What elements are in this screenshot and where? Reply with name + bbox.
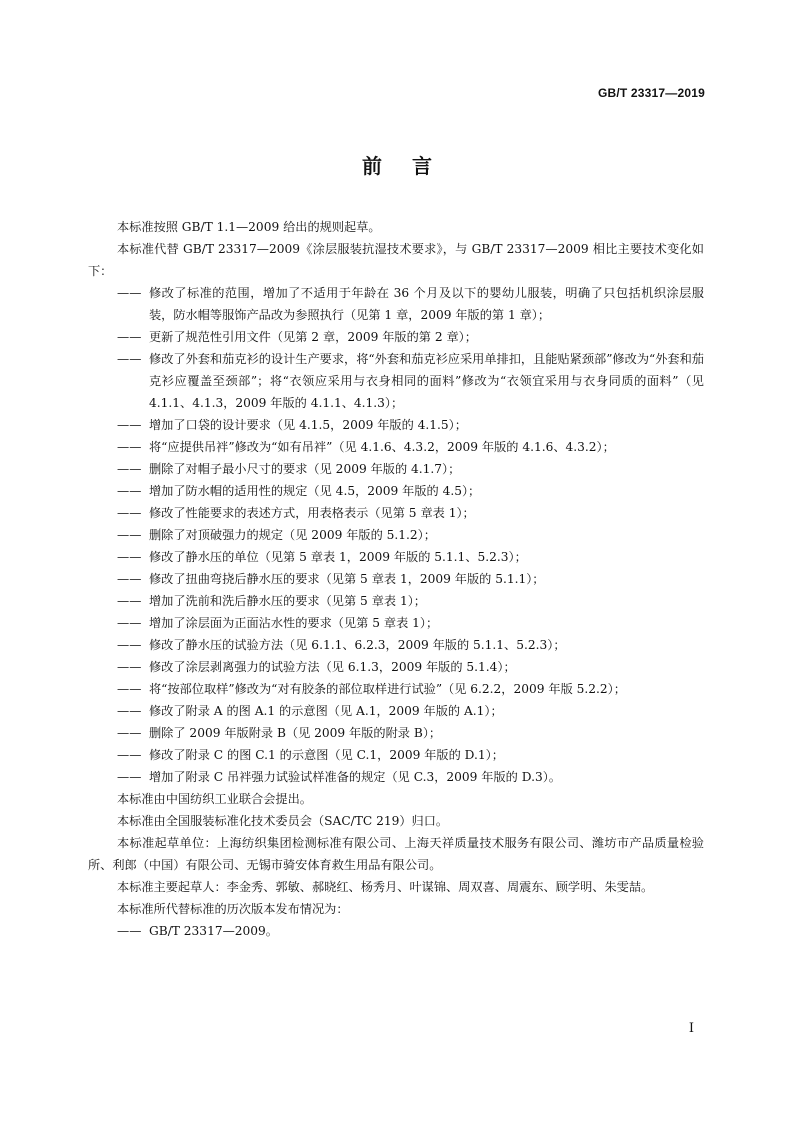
list-dash: —— [117,726,142,740]
list-dash: —— [117,924,142,938]
change-text: 修改了扭曲弯挠后静水压的要求（见第 5 章表 1，2009 年版的 5.1.1）； [149,572,545,586]
list-dash: —— [117,550,142,564]
list-dash: —— [117,594,142,608]
change-list-item [88,612,704,634]
previous-version-text: GB/T 23317—2009。 [149,924,278,938]
change-list-item [88,546,704,568]
change-list-item [88,348,704,414]
list-dash: —— [117,638,142,652]
change-text: 删除了对顶破强力的规定（见 2009 年版的 5.1.2）； [149,528,436,542]
change-list-item [88,502,704,524]
change-list-item [88,436,704,458]
list-dash: —— [117,330,142,344]
list-dash: —— [117,352,142,366]
closing-paragraph: 本标准所代替标准的历次版本发布情况为： [117,902,349,916]
change-text: 增加了涂层面为正面沾水性的要求（见第 5 章表 1）； [149,616,439,630]
change-list-item [88,524,704,546]
change-list-item [88,326,704,348]
list-dash: —— [117,484,142,498]
list-dash: —— [117,418,142,432]
page-number: I [688,1021,694,1036]
change-text: 将“按部位取样”修改为“对有胶条的部位取样进行试验”（见 6.2.2，2009 年版 5.2.2）； [149,682,626,696]
previous-version-item [88,920,704,942]
change-text: 增加了口袋的设计要求（见 4.1.5，2009 年版的 4.1.5）； [149,418,467,432]
change-text: 修改了附录 C 的图 C.1 的示意图（见 C.1，2009 年版的 D.1）； [149,748,504,762]
change-text: 增加了洗前和洗后静水压的要求（见第 5 章表 1）； [149,594,426,608]
change-text: 增加了附录 C 吊袢强力试验试样准备的规定（见 C.3，2009 年版的 D.3）。 [149,770,561,784]
change-text: 删除了 2009 年版附录 B（见 2009 年版的附录 B）； [149,726,442,740]
change-text: 修改了性能要求的表述方式，用表格表示（见第 5 章表 1）； [149,506,475,520]
closing-paragraph: 本标准起草单位：上海纺织集团检测标准有限公司、上海天祥质量技术服务有限公司、潍坊市产品质量检验所、利郎（中国）有限公司、无锡市骑安体育救生用品有限公司。 [88,836,704,872]
change-text: 修改了附录 A 的图 A.1 的示意图（见 A.1，2009 年版的 A.1）； [149,704,503,718]
list-dash: —— [117,462,142,476]
change-list-item [88,590,704,612]
closing-paragraph: 本标准由全国服装标准化技术委员会（SAC/TC 219）归口。 [117,814,449,828]
change-list-item [88,766,704,788]
change-list-item [88,414,704,436]
change-list-item [88,480,704,502]
change-list-item [88,282,704,326]
closing-paragraph: 本标准主要起草人：李金秀、郭敏、郝晓红、杨秀月、叶谋锦、周双喜、周震东、顾学明、朱雯喆。 [117,880,654,894]
list-dash: —— [117,440,142,454]
page-title: 前言 [362,154,462,178]
change-list-item [88,722,704,744]
changes-list [88,282,704,788]
change-list-item [88,458,704,480]
change-text: 更新了规范性引用文件（见第 2 章，2009 年版的第 2 章）； [149,330,477,344]
change-list-item [88,656,704,678]
intro-paragraph: 本标准按照 GB/T 1.1—2009 给出的规则起草。 [117,220,381,234]
change-list-item [88,568,704,590]
change-list-item [88,744,704,766]
change-text: 修改了静水压的单位（见第 5 章表 1，2009 年版的 5.1.1、5.2.3）； [149,550,527,564]
change-list-item [88,678,704,700]
list-dash: —— [117,770,142,784]
foreword-body [88,216,704,942]
list-dash: —— [117,506,142,520]
change-list-item [88,700,704,722]
list-dash: —— [117,616,142,630]
list-dash: —— [117,748,142,762]
list-dash: —— [117,572,142,586]
change-text: 将“应提供吊袢”修改为“如有吊袢”（见 4.1.6、4.3.2，2009 年版的 4.1.6、4.3.2）； [149,440,615,454]
change-text: 修改了标准的范围，增加了不适用于年龄在 36 个月及以下的婴幼儿服装，明确了只包括机织涂层服装，防水帽等服饰产品改为参照执行（见第 1 章，2009 年版的第 1 章）； [149,286,704,322]
closing-paragraph: 本标准由中国纺织工业联合会提出。 [117,792,312,806]
change-list-item [88,634,704,656]
intro-paragraph: 本标准代替 GB/T 23317—2009《涂层服装抗湿技术要求》，与 GB/T 23317—2009 相比主要技术变化如下： [88,242,704,278]
change-text: 删除了对帽子最小尺寸的要求（见 2009 年版的 4.1.7）； [149,462,461,476]
list-dash: —— [117,704,142,718]
change-text: 增加了防水帽的适用性的规定（见 4.5，2009 年版的 4.5）； [149,484,481,498]
change-text: 修改了静水压的试验方法（见 6.1.1、6.2.3，2009 年版的 5.1.1、5.2.3）； [149,638,566,652]
list-dash: —— [117,286,142,300]
list-dash: —— [117,682,142,696]
standard-code: GB/T 23317—2019 [597,86,705,100]
list-dash: —— [117,528,142,542]
change-text: 修改了涂层剥离强力的试验方法（见 6.1.3，2009 年版的 5.1.4）； [149,660,516,674]
change-text: 修改了外套和茄克衫的设计生产要求，将“外套和茄克衫应采用单排扣，且能贴紧颈部”修改为“外套和茄克衫应覆盖至颈部”；将“衣领应采用与衣身相同的面料”修改为“衣领宜采用与衣身同质的面料”（见 4.1.1、4.1.3，2009 年版的 4.1.1、4.1.3）； [149,352,704,410]
list-dash: —— [117,660,142,674]
